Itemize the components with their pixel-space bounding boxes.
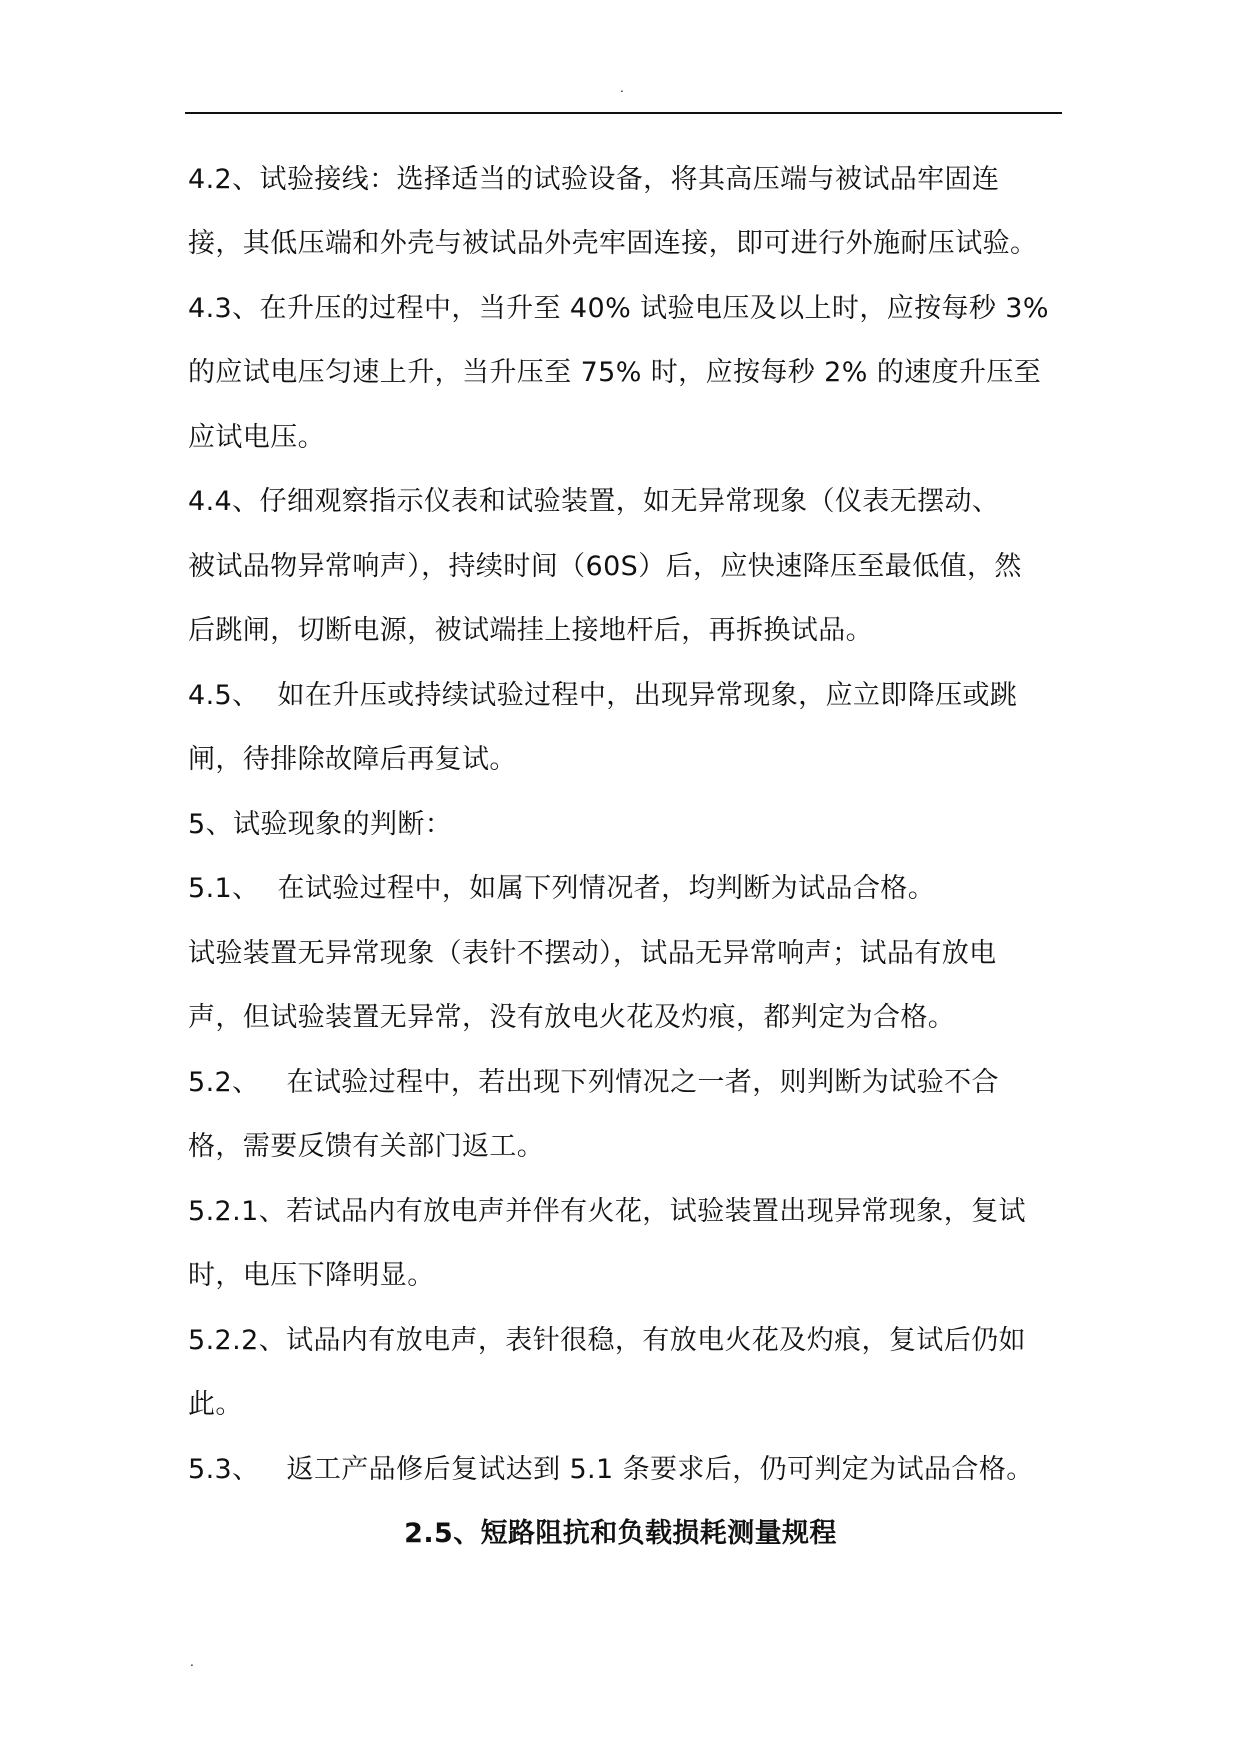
body-line: 试验装置无异常现象（表针不摆动），试品无异常响声；试品有放电 <box>188 938 997 969</box>
body-line: 的应试电压匀速上升，当升压至 75% 时，应按每秒 2% 的速度升压至 <box>188 357 1042 388</box>
body-line: 5.2.2、试品内有放电声，表针很稳，有放电火花及灼痕，复试后仍如 <box>188 1325 1026 1356</box>
body-line: 4.2、试验接线：选择适当的试验设备，将其高压端与被试品牢固连 <box>188 164 1000 195</box>
header-mark: . <box>620 81 624 95</box>
body-line: 时，电压下降明显。 <box>188 1260 435 1291</box>
body-line: 闸，待排除故障后再复试。 <box>188 744 517 775</box>
footer-mark: . <box>190 1655 194 1669</box>
body-line: 被试品物异常响声），持续时间（60S）后，应快速降压至最低值，然 <box>188 551 1022 582</box>
body-line: 5、试验现象的判断： <box>188 809 453 840</box>
header-rule <box>185 112 1062 114</box>
body-line: 5.3、 返工产品修后复试达到 5.1 条要求后，仍可判定为试品合格。 <box>188 1454 1034 1485</box>
section-heading: 2.5、短路阻抗和负载损耗测量规程 <box>404 1518 837 1549</box>
body-line: 4.5、 如在升压或持续试验过程中，出现异常现象，应立即降压或跳 <box>188 680 1018 711</box>
body-line: 5.2、 在试验过程中，若出现下列情况之一者，则判断为试验不合 <box>188 1067 999 1098</box>
body-line: 声，但试验装置无异常，没有放电火花及灼痕，都判定为合格。 <box>188 1002 956 1033</box>
body-line: 此。 <box>188 1389 243 1420</box>
body-line: 后跳闸，切断电源，被试端挂上接地杆后，再拆换试品。 <box>188 615 873 646</box>
body-line: 4.3、在升压的过程中，当升至 40% 试验电压及以上时，应按每秒 3% <box>188 293 1049 324</box>
body-line: 5.1、 在试验过程中，如属下列情况者，均判断为试品合格。 <box>188 873 936 904</box>
body-line: 格，需要反馈有关部门返工。 <box>188 1131 545 1162</box>
body-line: 接，其低压端和外壳与被试品外壳牢固连接，即可进行外施耐压试验。 <box>188 228 1038 259</box>
body-line: 5.2.1、若试品内有放电声并伴有火花，试验装置出现异常现象，复试 <box>188 1196 1026 1227</box>
body-line: 应试电压。 <box>188 422 325 453</box>
body-line: 4.4、仔细观察指示仪表和试验装置，如无异常现象（仪表无摆动、 <box>188 486 1000 517</box>
